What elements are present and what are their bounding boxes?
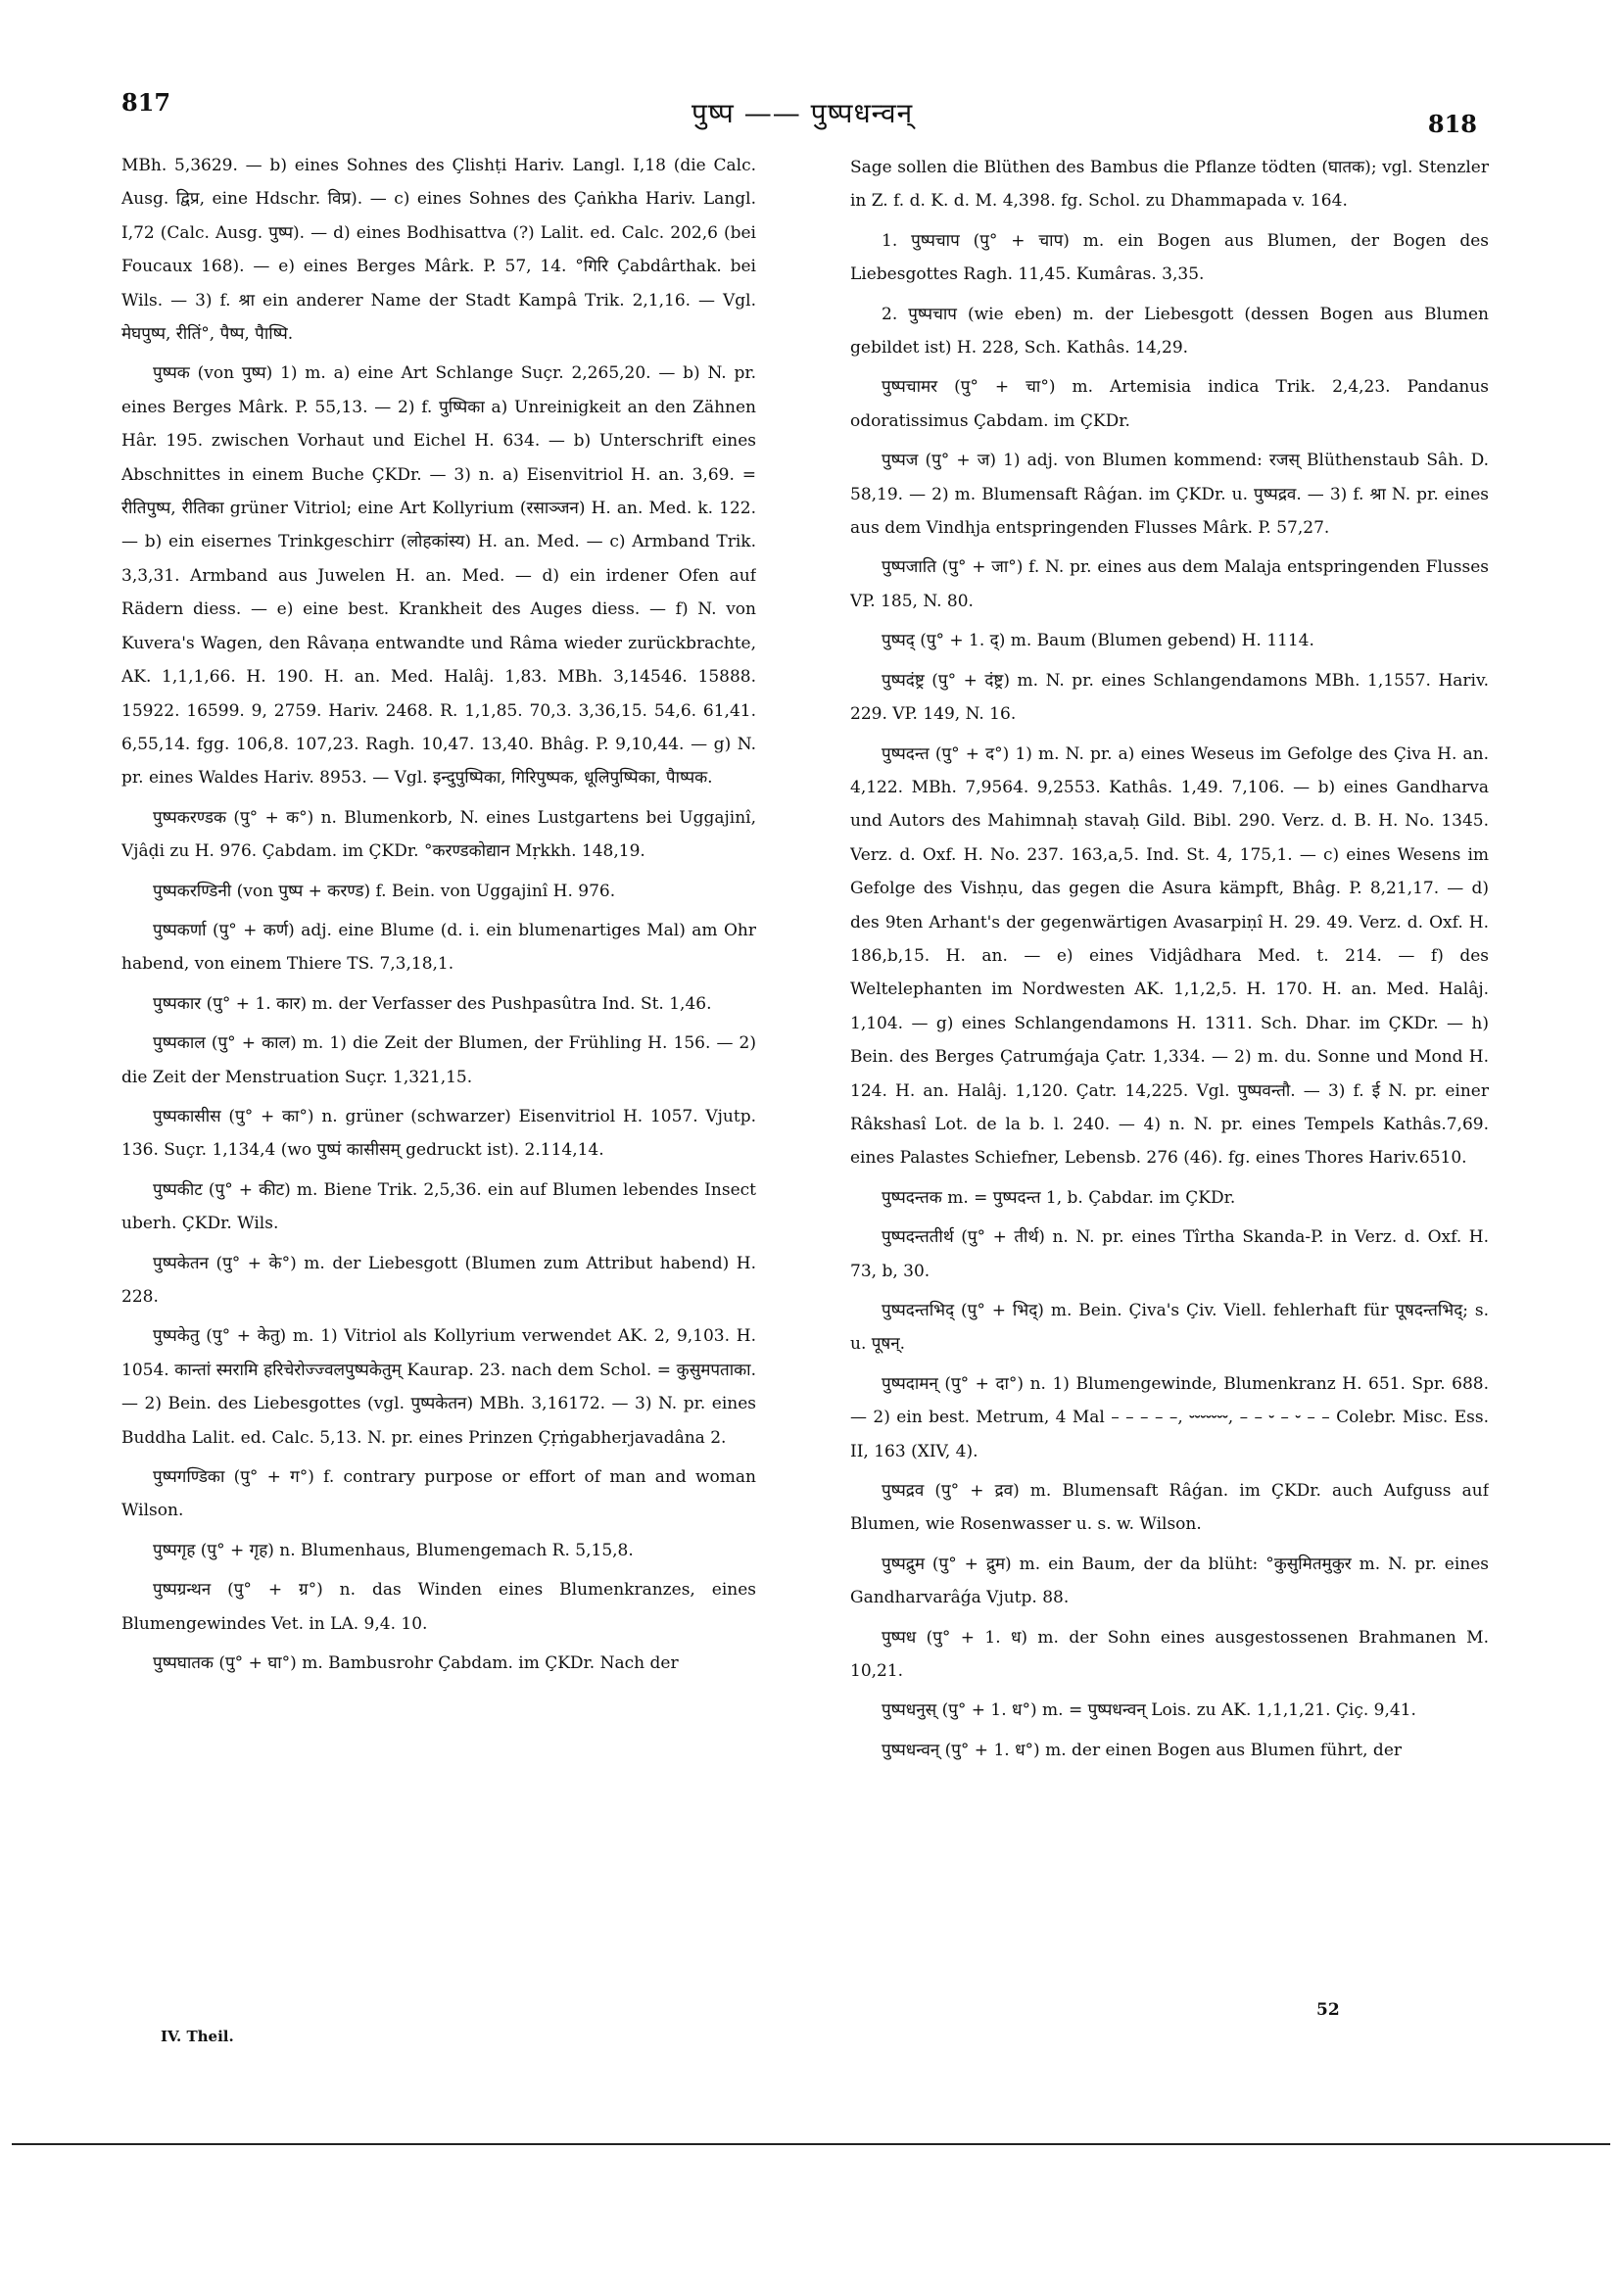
left-column <box>121 149 756 2069</box>
dictionary-entry: पुष्पदन्तक m. = पुष्पदन्त 1, b. Çabdar. im ÇKDr. <box>882 1187 1236 1208</box>
dictionary-entry: पुष्पधनुस् (पु° + 1. ध°) m. = पुष्पधन्वन् Lois. zu AK. 1,1,1,21. Çiç. 9,41. <box>882 1700 1416 1721</box>
dictionary-entry: पुष्पकासीस (पु° + का°) n. grüner (schwarzer) Eisenvitriol H. 1057. Vjutp. 136. Suçr. 1,134,4 (wo पुष्पं कासीसम् gedruckt ist). 2.114,14. <box>121 1106 756 1161</box>
dictionary-entry: पुष्पजाति (पु° + जा°) f. N. pr. eines aus dem Malaja entspringenden Flusses VP. 185, N. 80. <box>850 557 1489 611</box>
dictionary-entry: पुष्पचामर (पु° + चा°) m. Artemisia indica Trik. 2,4,23. Pandanus odoratissimus Çabdam. im ÇKDr. <box>850 377 1489 431</box>
dictionary-entry: 2. पुष्पचाप (wie eben) m. der Liebesgott (dessen Bogen aus Blumen gebildet ist) H. 228, Sch. Kathâs. 14,29. <box>850 304 1489 359</box>
dictionary-entry: पुष्पगृह (पु° + गृह) n. Blumenhaus, Blumengemach R. 5,15,8. <box>153 1540 634 1560</box>
dictionary-entry: MBh. 5,3629. — b) eines Sohnes des Çlishṭi Hariv. Langl. I,18 (die Calc. Ausg. द्विप्र, eine Hdschr. विप्र). — c) eines Sohnes des Çaṅkha Hariv. Langl. I,72 (Calc. Ausg. पुष्प). — d) eines Bodhisattva (?) Lalit. ed. Calc. 202,6 (bei Foucaux 168). — e) eines Berges Mârk. P. 57, 14. °गिरि Çabdârthak. bei Wils. — 3) f. श्रा ein anderer Name der Stadt Kampâ Trik. 2,1,16. — Vgl. मेघपुष्प, रीतिं°, पैष्प, पैाष्पि. <box>121 156 756 345</box>
dictionary-entry: पुष्पज (पु° + ज) 1) adj. von Blumen kommend: रजस् Blüthenstaub Sâh. D. 58,19. — 2) m. Blumensaft Râǵan. im ÇKDr. u. पुष्पद्रव. — 3) f. श्रा N. pr. eines aus dem Vindhja entspringenden Flusses Mârk. P. 57,27. <box>850 451 1489 539</box>
part-label: IV. Theil. <box>161 2028 234 2045</box>
signature-mark: 52 <box>1316 2000 1340 2020</box>
dictionary-entry: पुष्पकरण्डिनी (von पुष्प + करण्ड) f. Bein. von Uggajinî H. 976. <box>153 881 616 901</box>
dictionary-entry: पुष्पक (von पुष्प) 1) m. a) eine Art Schlange Suçr. 2,265,20. — b) N. pr. eines Berges Mârk. P. 55,13. — 2) f. पुष्पिका a) Unreinigkeit an den Zähnen Hâr. 195. zwischen Vorhaut und Eichel H. 634. — b) Unterschrift eines Abschnittes in einem Buche ÇKDr. — 3) n. a) Eisenvitriol H. an. 3,69. = रीतिपुष्प, रीतिका grüner Vitriol; eine Art Kollyrium (रसाञ्जन) H. an. Med. k. 122. — b) ein eisernes Trinkgeschirr (लोहकांस्य) H. an. Med. — c) Armband Trik. 3,3,31. Armband aus Juwelen H. an. Med. — d) ein irdener Ofen auf Rädern diess. — e) eine best. Krankheit des Auges diess. — f) N. von Kuvera's Wagen, den Râvaṇa entwandte und Râma wieder zurückbrachte, AK. 1,1,1,66. H. 190. H. an. Med. Halâj. 1,83. MBh. 3,14546. 15888. 15922. 16599. 9, 2759. Hariv. 2468. R. 1,1,85. 70,3. 3,36,15. 54,6. 61,41. 6,55,14. fgg. 106,8. 107,23. Ragh. 10,47. 13,40. Bhâg. P. 9,10,44. — g) N. pr. eines Waldes Hariv. 8953. — Vgl. इन्दुपुष्पिका, गिरिपुष्पक, धूलिपुष्पिका, पैाष्पक. <box>121 363 756 789</box>
dictionary-entry: पुष्पकेतन (पु° + के°) m. der Liebesgott (Blumen zum Attribut habend) H. 228. <box>121 1253 756 1307</box>
running-head: पुष्प —— पुष्पधन्वन् <box>692 97 914 129</box>
dictionary-entry: पुष्पग्रन्थन (पु° + ग्र°) n. das Winden eines Blumenkranzes, eines Blumengewindes Vet. in LA. 9,4. 10. <box>121 1580 756 1634</box>
page-number-right: 818 <box>1427 110 1477 138</box>
dictionary-entry: 1. पुष्पचाप (पु° + चाप) m. ein Bogen aus Blumen, der Bogen des Liebesgottes Ragh. 11,45. Kumâras. 3,35. <box>850 230 1489 285</box>
dictionary-entry: पुष्पद्रव (पु° + द्रव) m. Blumensaft Râǵan. im ÇKDr. auch Aufguss auf Blumen, wie Rosenwasser u. s. w. Wilson. <box>850 1481 1489 1535</box>
dictionary-entry: पुष्पद्रुम (पु° + द्रुम) m. ein Baum, der da blüht: °कुसुमितमुकुर m. N. pr. eines Gandharvarâǵa Vjutp. 88. <box>850 1554 1489 1608</box>
dictionary-entry: Sage sollen die Blüthen des Bambus die Pflanze tödten (घातक); vgl. Stenzler in Z. f. d. K. d. M. 4,398. fg. Schol. zu Dhammapada v. 164. <box>850 158 1489 212</box>
dictionary-entry: पुष्पकीट (पु° + कीट) m. Biene Trik. 2,5,36. ein auf Blumen lebendes Insect uberh. ÇKDr. Wils. <box>121 1179 756 1234</box>
dictionary-entry: पुष्पदामन् (पु° + दा°) n. 1) Blumengewinde, Blumenkranz H. 651. Spr. 688. — 2) ein best. Metrum, 4 Mal – – – – –, ⏑⏑⏑⏑⏑⏑⏑, – – ⏑ – ⏑ – – Colebr. Misc. Ess. II, 163 (XIV, 4). <box>850 1373 1489 1461</box>
dictionary-entry: पुष्पदन्तभिद् (पु° + भिद्) m. Bein. Çiva's Çiv. Viell. fehlerhaft für पूषदन्तभिद्; s. u. पूषन्. <box>850 1301 1489 1355</box>
dictionary-entry: पुष्पकाल (पु° + काल) m. 1) die Zeit der Blumen, der Frühling H. 156. — 2) die Zeit der Menstruation Suçr. 1,321,15. <box>121 1033 756 1087</box>
dictionary-entry: पुष्पघातक (पु° + घा°) m. Bambusrohr Çabdam. im ÇKDr. Nach der <box>153 1653 679 1674</box>
dictionary-entry: पुष्पदंष्ट्र (पु° + दंष्ट्र) m. N. pr. eines Schlangendamons MBh. 1,1557. Hariv. 229. VP. 149, N. 16. <box>850 670 1489 725</box>
page-number-left: 817 <box>121 88 171 117</box>
right-column <box>850 151 1489 2071</box>
dictionary-entry: पुष्पकरण्डक (पु° + क°) n. Blumenkorb, N. eines Lustgartens bei Uggajinî, Vjâḍi zu H. 976. Çabdam. im ÇKDr. °करण्डकोद्यान Mṛkkh. 148,19. <box>121 807 756 862</box>
volume-footer <box>121 2028 756 2045</box>
dictionary-entry: पुष्पगण्डिका (पु° + ग°) f. contrary purpose or effort of man and woman Wilson. <box>121 1467 756 1521</box>
dictionary-entry: पुष्पकर्णा (पु° + कर्ण) adj. eine Blume (d. i. ein blumenartiges Mal) am Ohr habend, von einem Thiere TS. 7,3,18,1. <box>121 920 756 975</box>
dictionary-entry: पुष्पदन्त (पु° + द°) 1) m. N. pr. a) eines Weseus im Gefolge des Çiva H. an. 4,122. MBh. 7,9564. 9,2553. Kathâs. 1,49. 7,106. — b) eines Gandharva und Autors des Mahimnaḥ stavaḥ Gild. Bibl. 290. Verz. d. B. H. No. 1345. Verz. d. Oxf. H. No. 237. 163,a,5. Ind. St. 4, 175,1. — c) eines Wesens im Gefolge des Vishṇu, das gegen die Asura kämpft, Bhâg. P. 8,21,17. — d) des 9ten Arhant's der gegenwärtigen Avasarpiṇî H. 29. 49. Verz. d. Oxf. H. 186,b,15. H. an. — e) eines Vidjâdhara Med. t. 214. — f) des Weltelephanten im Nordwesten AK. 1,1,2,5. H. 170. H. an. Med. Halâj. 1,104. — g) eines Schlangendamons H. 1311. Sch. Dhar. im ÇKDr. — h) Bein. des Berges Çatrumǵaja Çatr. 1,334. — 2) m. du. Sonne und Mond H. 124. H. an. Halâj. 1,120. Çatr. 14,225. Vgl. पुष्पवन्तौ. — 3) f. ई N. pr. einer Râkshasî Lot. de la b. l. 240. — 4) n. N. pr. eines Tempels Kathâs.7,69. eines Palastes Schiefner, Lebensb. 276 (46). fg. eines Thores Hariv.6510. <box>850 743 1489 1169</box>
dictionary-entry: पुष्पध (पु° + 1. ध) m. der Sohn eines ausgestossenen Brahmanen M. 10,21. <box>850 1627 1489 1682</box>
dictionary-entry: पुष्पधन्वन् (पु° + 1. ध°) m. der einen Bogen aus Blumen führt, der <box>882 1740 1403 1760</box>
bottom-rule <box>12 2143 1610 2145</box>
dictionary-entry: पुष्पकार (पु° + 1. कार) m. der Verfasser des Pushpasûtra Ind. St. 1,46. <box>153 993 712 1014</box>
dictionary-entry: पुष्पद् (पु° + 1. द्) m. Baum (Blumen gebend) H. 1114. <box>882 631 1314 651</box>
dictionary-entry: पुष्पदन्ततीर्थ (पु° + तीर्थ) n. N. pr. eines Tîrtha Skanda-P. in Verz. d. Oxf. H. 73, b, 30. <box>850 1227 1489 1281</box>
dictionary-entry: पुष्पकेतु (पु° + केतु) m. 1) Vitriol als Kollyrium verwendet AK. 2, 9,103. H. 1054. कान्तां स्मरामि हरिचेरोज्ज्वलपुष्पकेतुम् Kaurap. 23. nach dem Schol. = कुसुमपताका. — 2) Bein. des Liebesgottes (vgl. पुष्पकेतन) MBh. 3,16172. — 3) N. pr. eines Buddha Lalit. ed. Calc. 5,13. N. pr. eines Prinzen Çṛṅgabherjavadâna 2. <box>121 1326 756 1448</box>
